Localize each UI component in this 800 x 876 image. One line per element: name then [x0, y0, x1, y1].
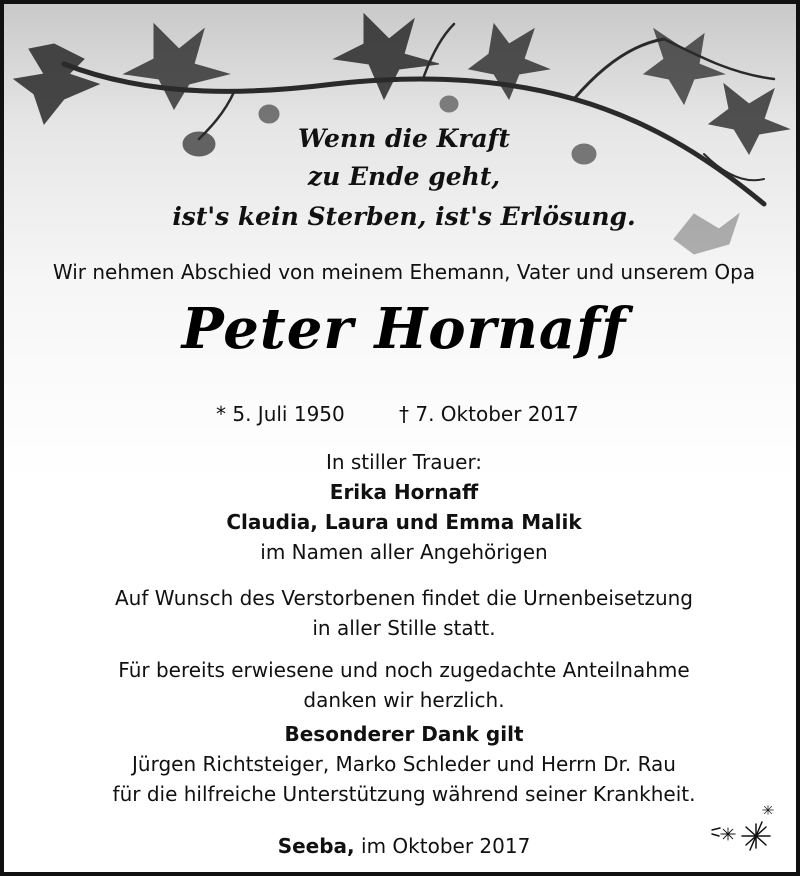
quote-line-3: ist's kein Sterben, ist's Erlösung.: [172, 202, 636, 231]
place-town: Seeba,: [277, 834, 355, 858]
mourners-relatives: im Namen aller Angehörigen: [260, 540, 548, 564]
burial-line-1: Auf Wunsch des Verstorbenen findet die Urnenbeisetzung: [114, 586, 693, 610]
place-date: [4, 834, 800, 858]
burial-line-2: in aller Stille statt.: [312, 616, 496, 640]
special-thanks-heading: Besonderer Dank gilt: [284, 722, 524, 746]
thanks-line-2: danken wir herzlich.: [303, 688, 505, 712]
death-date: † 7. Oktober 2017: [399, 402, 579, 426]
special-thanks-line-2: für die hilfreiche Unterstützung während seiner Krankheit.: [112, 782, 696, 806]
quote-line-1: Wenn die Kraft: [298, 124, 510, 153]
special-thanks-line-1: Jürgen Richtsteiger, Marko Schleder und Herrn Dr. Rau: [132, 752, 676, 776]
dandelion-seed-icon: [704, 800, 784, 860]
mourner-name-1: Erika Hornaff: [329, 480, 479, 504]
thanks-line-1: Für bereits erwiesene und noch zugedachte Anteilnahme: [118, 658, 690, 682]
quote-line-2: zu Ende geht,: [307, 162, 501, 191]
place-date-text: im Oktober 2017: [361, 834, 531, 858]
deceased-name: Peter Hornaff: [181, 296, 627, 362]
mourners-heading: In stiller Trauer:: [325, 450, 483, 474]
mourner-name-2: Claudia, Laura und Emma Malik: [226, 510, 582, 534]
intro-text: Wir nehmen Abschied von meinem Ehemann, Vater und unserem Opa: [52, 260, 756, 284]
birth-date: * 5. Juli 1950: [216, 402, 345, 426]
